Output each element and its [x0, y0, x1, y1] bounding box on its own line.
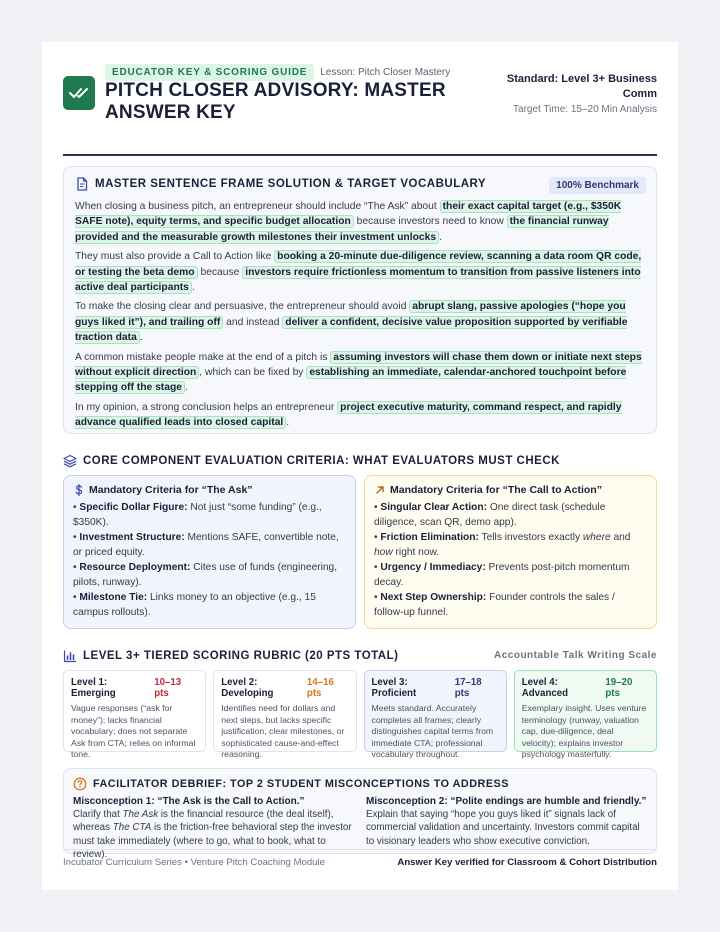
criteria-item: • Next Step Ownership: Founder controls the sales / follow-up funnel.: [374, 592, 615, 618]
rubric-level-2: [213, 670, 356, 759]
answer-highlight: assuming investors will chase them down or initiate next steps without explicit direction: [75, 351, 642, 379]
misconception-text: Explain that saying “hope you guys liked it” signals lack of commercial validation and uncertainty. Investors commit capital to visionary leaders who show executive conviction.: [366, 809, 640, 847]
answer-highlight: their exact capital target (e.g., $350K SAFE note), equity terms, and specific budget allocation: [75, 201, 622, 228]
criteria-item: • Milestone Tie: Links money to an objective (e.g., 15 campus rollouts).: [73, 592, 316, 618]
footer-verification: Answer Key verified for Classroom & Cohort Distribution: [397, 857, 657, 868]
answer-highlight: deliver a confident, decisive value proposition supported by verifiable traction data: [75, 316, 628, 344]
rubric-section-header: [63, 649, 657, 663]
educator-key-pill: EDUCATOR KEY & SCORING GUIDE: [105, 64, 314, 81]
level-description: Meets standard. Accurately completes all frames; clearly distinguishes capital terms from immediate CTA; professional vocabulary throughout.: [371, 703, 494, 759]
criteria-item: • Specific Dollar Figure: Not just “some funding” (e.g., $350K).: [73, 502, 322, 528]
answer-highlight: the financial runway provided and the measurable growth milestones their investment unlocks: [75, 216, 609, 243]
criteria-item: • Singular Clear Action: One direct task (schedule diligence, scan QR, demo app).: [374, 502, 606, 528]
level-points: 17–18 pts: [454, 677, 482, 699]
arrow-up-right-icon: [374, 484, 386, 496]
benchmark-badge: 100% Benchmark: [549, 177, 646, 194]
master-heading: MASTER SENTENCE FRAME SOLUTION & TARGET VOCABULARY: [95, 178, 487, 190]
criteria-section-header: [63, 454, 657, 468]
lesson-label: Lesson: Pitch Closer Mastery: [320, 67, 451, 78]
answer-highlight: investors require frictionless momentum to transition from passive listeners into active deal participants: [75, 266, 641, 294]
target-time: Target Time: 15–20 Min Analysis: [513, 104, 657, 115]
question-circle-icon: [73, 777, 87, 791]
criteria-item: • Investment Structure: Mentions SAFE, convertible note, or priced equity.: [73, 532, 339, 558]
rubric-level-4: [514, 670, 657, 759]
level-points: 19–20 pts: [605, 677, 633, 699]
ask-criteria-title: Mandatory Criteria for “The Ask”: [89, 484, 253, 496]
page-title: PITCH CLOSER ADVISORY: MASTER ANSWER KEY: [105, 80, 446, 123]
rubric-heading: LEVEL 3+ TIERED SCORING RUBRIC (20 PTS TOTAL): [83, 650, 399, 662]
level-description: Exemplary insight. Uses venture terminology (runway, valuation cap, due-diligence, deal velocity); explains investor psychology masterfully.: [521, 703, 647, 759]
sentence-frame: When closing a business pitch, an entrepreneur should include “The Ask” about their exact capital target (e.g., $350K SAFE note), equity terms, and specific budget allocation because investors need to know the financial runway provided and the measurable growth milestones their investment unlocks .: [75, 201, 622, 243]
level-points: 10–13 pts: [154, 677, 182, 699]
answer-key-page: [42, 42, 678, 890]
page-footer: [63, 849, 657, 868]
dollar-icon: [73, 484, 85, 496]
misconception-title: Misconception 2: “Polite endings are humble and friendly.”: [366, 796, 647, 807]
answer-highlight: abrupt slang, passive apologies (“hope you guys liked it”), and trailing off: [75, 301, 626, 328]
cta-criteria-title: Mandatory Criteria for “The Call to Action”: [390, 484, 602, 496]
level-description: Identifies need for dollars and next steps, but lacks specific justification, clear milestones, or sophisticated cause-and-effect reasoning.: [221, 703, 345, 759]
misconception-text: Clarify that The Ask is the financial resource (the deal itself), whereas The CTA is the friction-free behavioral step the investor must take immediately (where to go, what to book, what to review).: [73, 809, 352, 861]
level-name: Level 3: Proficient: [371, 677, 417, 699]
level-name: Level 1: Emerging: [71, 677, 116, 699]
sentence-frame: In my opinion, a strong conclusion helps an entrepreneur project executive maturity, command respect, and rapidly advance qualified leads into closed capital .: [75, 401, 622, 429]
double-check-icon: [63, 76, 95, 110]
answer-highlight: project executive maturity, command respect, and rapidly advance qualified leads into closed capital: [75, 401, 622, 429]
sentence-frame: To make the closing clear and persuasive, the entrepreneur should avoid abrupt slang, passive apologies (“hope you guys liked it”), and trailing off and instead deliver a confident, decisive value proposition supported by verifiable traction data .: [75, 301, 628, 344]
misconception-title: Misconception 1: “The Ask is the Call to Action.”: [73, 796, 305, 807]
sentence-frame: A common mistake people make at the end of a pitch is assuming investors will chase them down or initiate next steps without explicit direction , which can be fixed by establishing an immediate, calendar-anchored touchpoint before stepping off the stage .: [75, 351, 642, 394]
answer-highlight: booking a 20-minute due-diligence review, scanning a data room QR code, or testing the beta demo: [75, 251, 642, 278]
criteria-item: • Resource Deployment: Cites use of funds (engineering, pilots, runway).: [73, 562, 338, 588]
footer-series: Incubator Curriculum Series • Venture Pitch Coaching Module: [63, 857, 325, 868]
master-sentence-frame-card: [63, 166, 657, 434]
bar-chart-icon: [63, 649, 77, 663]
ask-criteria-card: [63, 475, 356, 629]
level-description: Vague responses (“ask for money”); lacks financial vocabulary; does not separate Ask from CTA; relies on informal tone.: [71, 703, 196, 759]
debrief-heading: FACILITATOR DEBRIEF: TOP 2 STUDENT MISCONCEPTIONS TO ADDRESS: [93, 778, 509, 790]
rubric-level-3: [364, 670, 507, 759]
rubric-level-1: [63, 670, 206, 759]
sentence-frame: They must also provide a Call to Action like booking a 20-minute due-diligence review, scanning a data room QR code, or testing the beta demo because investors require frictionless momentum to transition from passive listeners into active deal participants .: [75, 251, 642, 294]
document-icon: [75, 177, 89, 191]
level-name: Level 4: Advanced: [521, 677, 569, 699]
layers-icon: [63, 454, 77, 468]
answer-highlight: establishing an immediate, calendar-anchored touchpoint before stepping off the stage: [75, 367, 627, 394]
level-name: Level 2: Developing: [221, 677, 274, 699]
standard-label: Standard: Level 3+ Business Comm: [506, 73, 657, 100]
cta-criteria-card: [364, 475, 657, 629]
criteria-item: • Friction Elimination: Tells investors exactly where and how right now.: [374, 532, 631, 558]
criteria-heading: CORE COMPONENT EVALUATION CRITERIA: WHAT EVALUATORS MUST CHECK: [83, 455, 560, 467]
rubric-scale-label: Accountable Talk Writing Scale: [494, 650, 657, 661]
facilitator-debrief-card: [63, 768, 657, 861]
criteria-item: • Urgency / Immediacy: Prevents post-pitch momentum decay.: [374, 562, 630, 588]
level-points: 14–16 pts: [306, 677, 334, 699]
page-header: [63, 64, 657, 156]
